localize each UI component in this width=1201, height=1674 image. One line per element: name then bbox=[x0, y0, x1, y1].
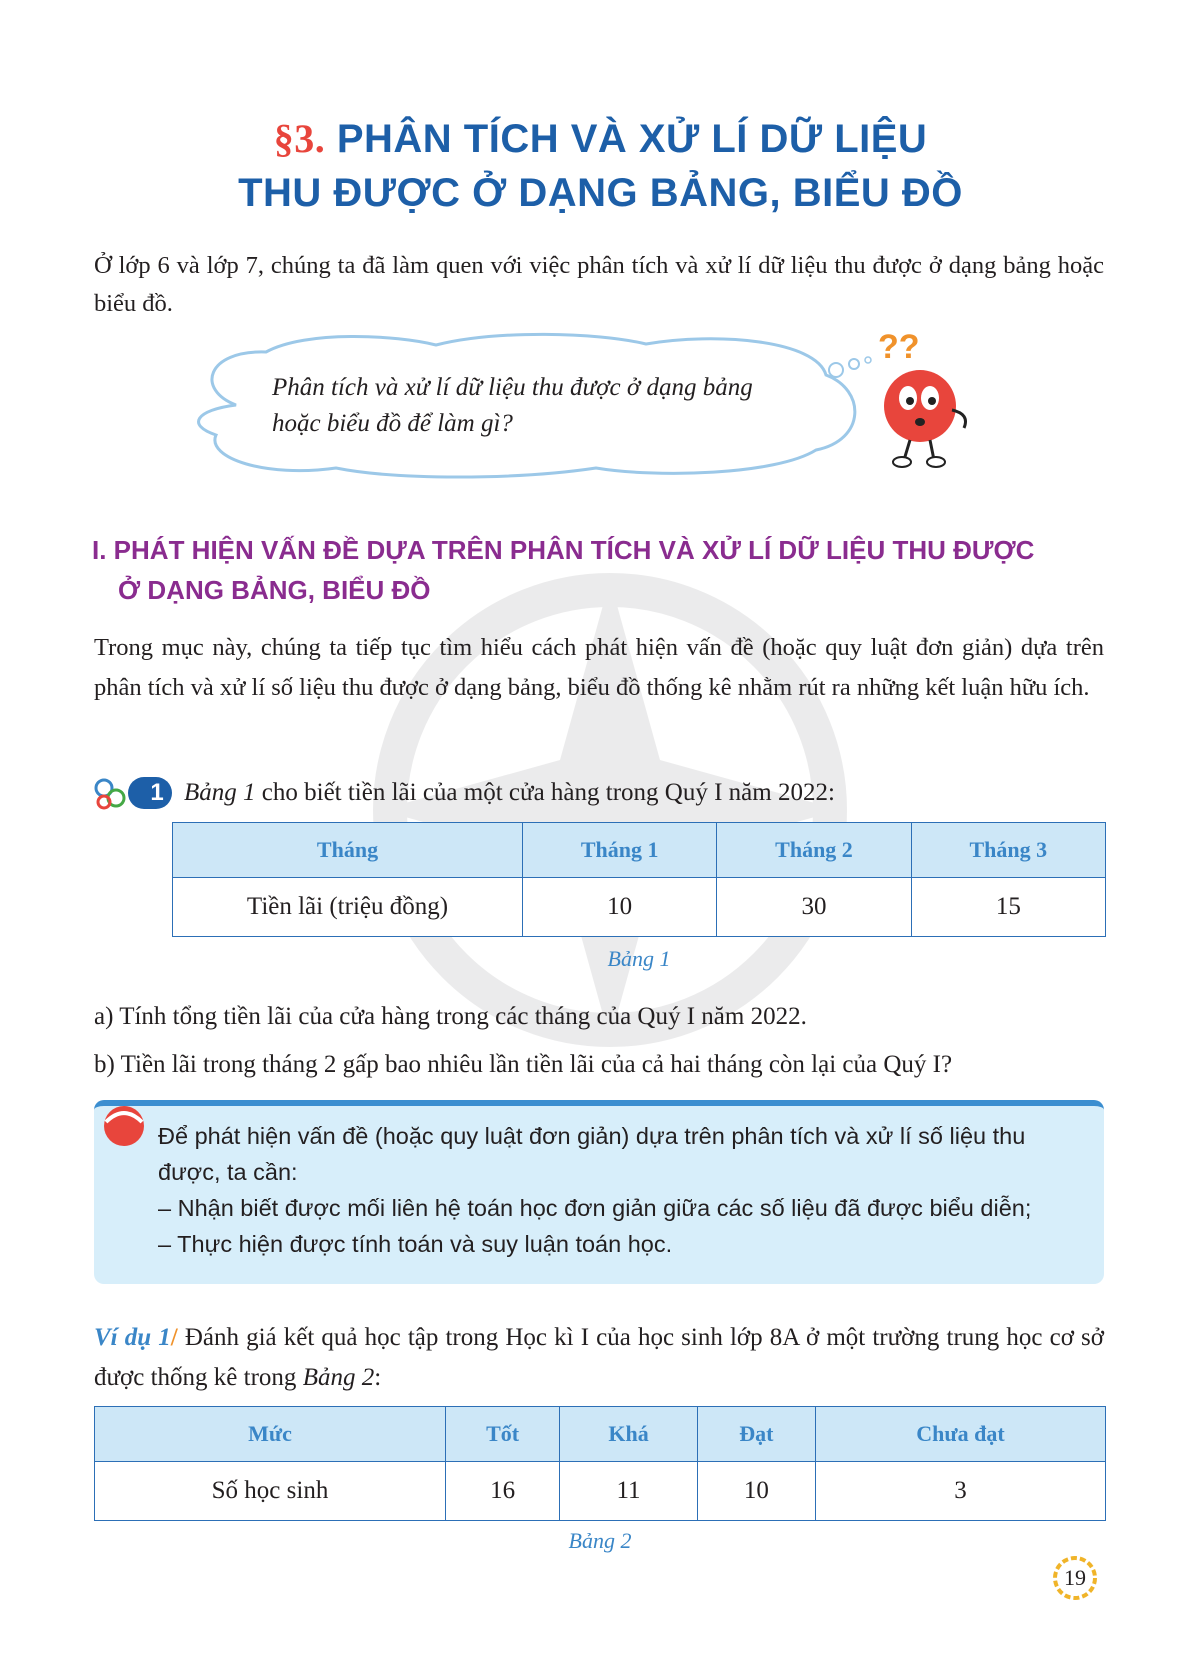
table-1-header-cell: Tháng 1 bbox=[523, 823, 717, 878]
question-a: a) Tính tổng tiền lãi của cửa hàng trong các tháng của Quý I năm 2022. bbox=[94, 1003, 807, 1030]
info-text bbox=[158, 1118, 1088, 1262]
title-line-2: THU ĐƯỢC Ở DẠNG BẢNG, BIỂU ĐỒ bbox=[238, 171, 963, 215]
section-heading-line-1: I. PHÁT HIỆN VẤN ĐỀ DỰA TRÊN PHÂN TÍCH VÀ XỬ LÍ DỮ LIỆU THU ĐƯỢC bbox=[92, 535, 1035, 565]
section-heading-line-2: Ở DẠNG BẢNG, BIỂU ĐỒ bbox=[118, 575, 431, 605]
table-row bbox=[95, 1462, 1106, 1521]
activity-number: 1 bbox=[150, 779, 164, 806]
bubble-line-2: hoặc biểu đồ để làm gì? bbox=[272, 410, 513, 437]
example-1: Ví dụ 1/ Đánh giá kết quả học tập trong Học kì I của học sinh lớp 8A ở một trường trung học cơ sở được thống kê trong Bảng 2: bbox=[94, 1324, 1104, 1391]
bubble-line-1: Phân tích và xử lí dữ liệu thu được ở dạng bảng bbox=[272, 374, 753, 401]
table-2-header-cell: Mức bbox=[95, 1407, 446, 1462]
info-mascot-icon bbox=[96, 1100, 156, 1150]
table-row bbox=[173, 878, 1106, 937]
table-1-cell: Tiền lãi (triệu đồng) bbox=[173, 878, 523, 937]
table-2-header-row bbox=[95, 1407, 1106, 1462]
activity-text bbox=[184, 774, 835, 812]
page-title bbox=[0, 110, 1201, 168]
table-2-cell: Số học sinh bbox=[95, 1462, 446, 1521]
table-1-header-cell: Tháng 3 bbox=[911, 823, 1105, 878]
section-number: §3. bbox=[273, 116, 326, 161]
table-1 bbox=[172, 822, 1106, 937]
example-table-ref: Bảng 2 bbox=[302, 1364, 375, 1391]
example-text-end: : bbox=[374, 1364, 382, 1391]
table-1-caption: Bảng 1 bbox=[607, 946, 671, 971]
table-2-header-cell: Tốt bbox=[446, 1407, 560, 1462]
table-2-cell: 16 bbox=[446, 1462, 560, 1521]
intro-paragraph: Ở lớp 6 và lớp 7, chúng ta đã làm quen với việc phân tích và xử lí dữ liệu thu được ở dạng bảng hoặc biểu đồ. bbox=[94, 252, 1104, 317]
table-2 bbox=[94, 1406, 1106, 1521]
section-paragraph: Trong mục này, chúng ta tiếp tục tìm hiểu cách phát hiện vấn đề (hoặc quy luật đơn giản) dựa trên phân tích và xử lí số liệu thu được ở dạng bảng, biểu đồ thống kê nhằm rút ra những kết luận hữu ích. bbox=[94, 634, 1104, 701]
activity-table-ref: Bảng 1 bbox=[184, 779, 256, 806]
info-line-3: – Nhận biết được mối liên hệ toán học đơn giản giữa các số liệu đã được biểu diễn; bbox=[158, 1195, 1032, 1221]
table-2-cell: 11 bbox=[560, 1462, 698, 1521]
example-label: Ví dụ 1 bbox=[94, 1324, 171, 1351]
section-heading bbox=[92, 530, 1122, 610]
table-1-cell: 30 bbox=[717, 878, 911, 937]
table-2-caption: Bảng 2 bbox=[568, 1528, 632, 1553]
table-1-cell: 10 bbox=[523, 878, 717, 937]
example-text: Đánh giá kết quả học tập trong Học kì I của học sinh lớp 8A ở một trường trung học cơ sở được thống kê trong bbox=[94, 1324, 1104, 1391]
info-line-4: – Thực hiện được tính toán và suy luận toán học. bbox=[158, 1231, 673, 1257]
info-line-1: Để phát hiện vấn đề (hoặc quy luật đơn giản) dựa trên phân tích và xử lí số liệu thu bbox=[158, 1123, 1026, 1149]
table-1-header-row bbox=[173, 823, 1106, 878]
bubble-question bbox=[272, 370, 832, 442]
info-line-2: được, ta cần: bbox=[158, 1159, 298, 1185]
table-1-header-cell: Tháng 2 bbox=[717, 823, 911, 878]
table-2-header-cell: Đạt bbox=[697, 1407, 815, 1462]
page-number: 19 bbox=[1064, 1565, 1086, 1590]
title-line-1: PHÂN TÍCH VÀ XỬ LÍ DỮ LIỆU bbox=[336, 117, 928, 161]
table-2-header-cell: Chưa đạt bbox=[815, 1407, 1105, 1462]
table-2-cell: 10 bbox=[697, 1462, 815, 1521]
table-2-cell: 3 bbox=[815, 1462, 1105, 1521]
question-marks: ?? bbox=[878, 328, 920, 366]
table-1-cell: 15 bbox=[911, 878, 1105, 937]
table-2-header-cell: Khá bbox=[560, 1407, 698, 1462]
table-1-header-cell: Tháng bbox=[173, 823, 523, 878]
activity-description: cho biết tiền lãi của một cửa hàng trong Quý I năm 2022: bbox=[255, 779, 835, 806]
mascot-icon bbox=[878, 328, 998, 478]
question-b: b) Tiền lãi trong tháng 2 gấp bao nhiêu lần tiền lãi của cả hai tháng còn lại của Quý I? bbox=[94, 1051, 953, 1078]
